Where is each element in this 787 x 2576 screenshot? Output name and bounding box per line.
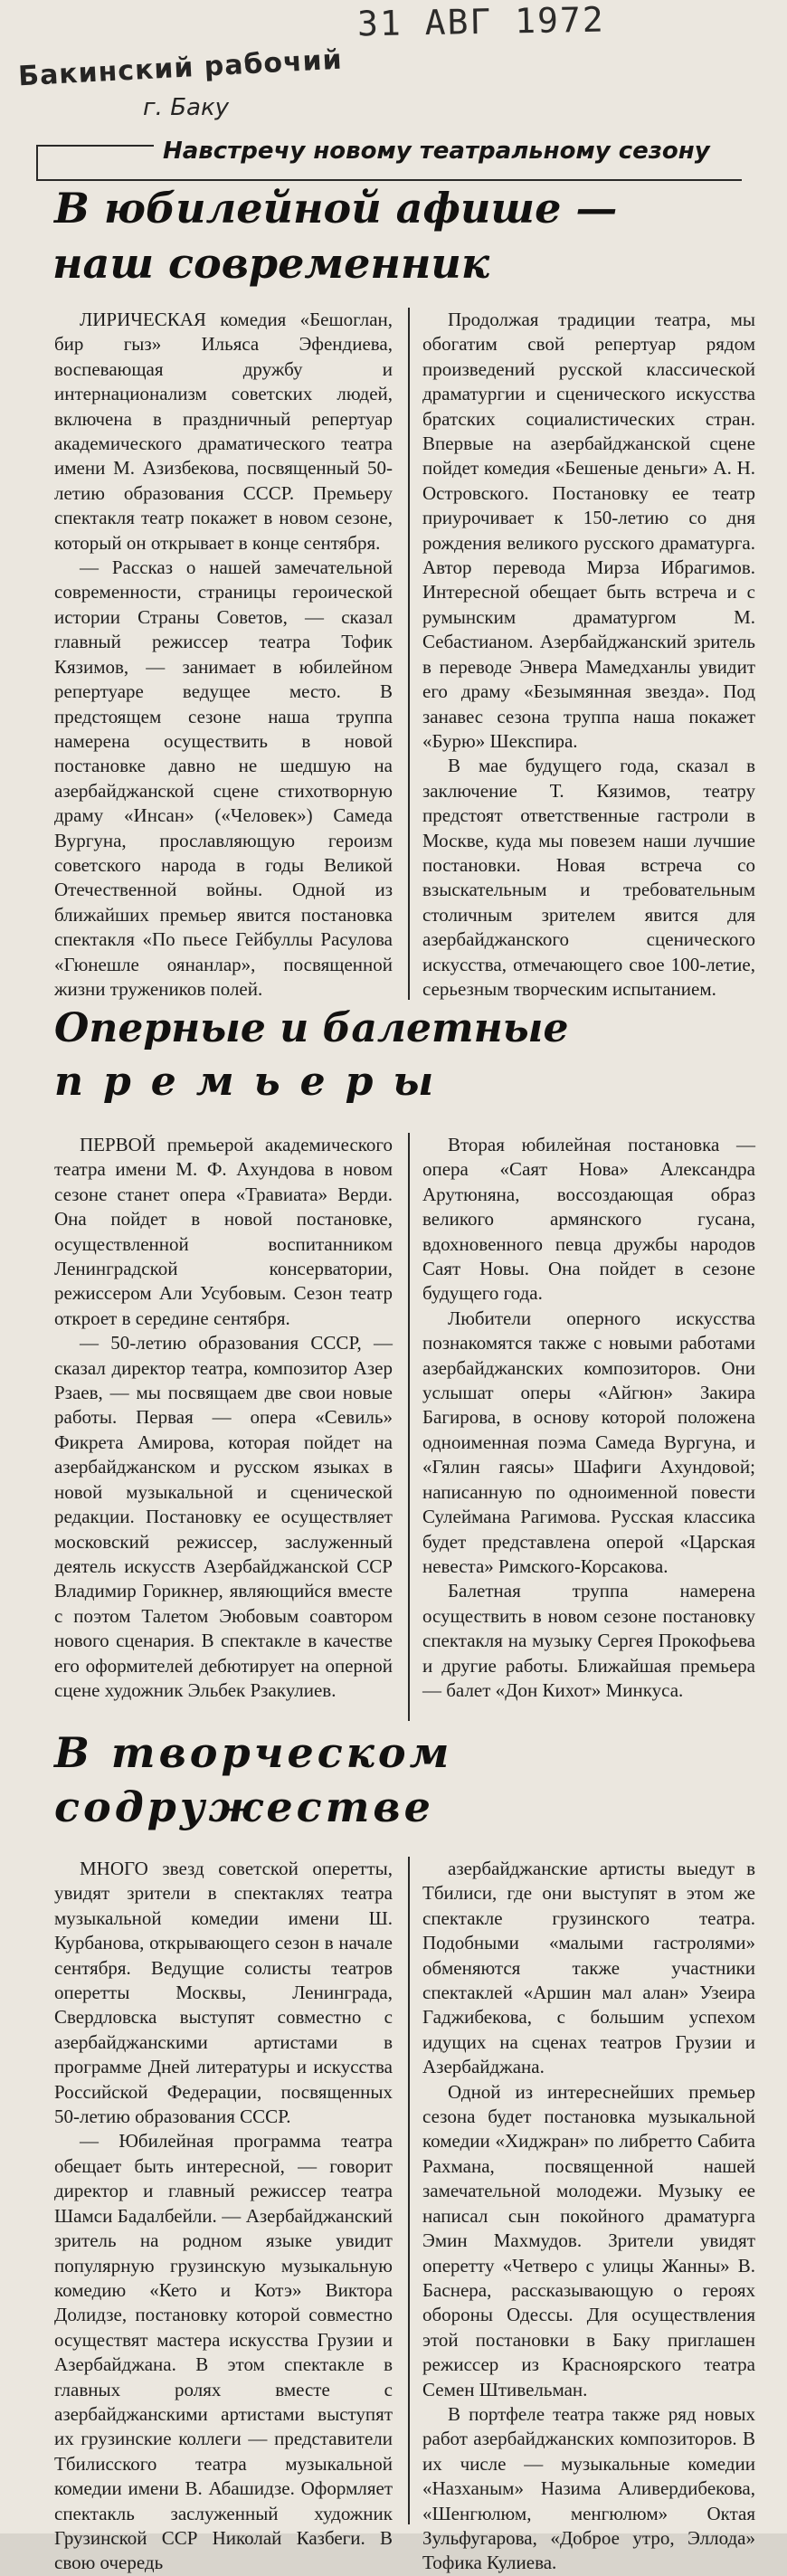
article-3-right-paragraph: Одной из интереснейших премьер сезона будет постановка музыкальной комедии «Хиджран» по либретто Сабита Рахмана, посвященной нашей замечательной молодежи. Музыку ее написал сын покойного драматурга Эмин Махмудов. Зрители увидят оперетту «Четверо с улицы Жанны» В. Баснера, рассказывающую о героях обороны Одессы. Для осуществления этой постановки в Баку приглашен режиссер из Красноярского театра Семен Штивельман. [422,2080,755,2400]
article-3-left-column [54,1857,393,2574]
article-2-right-paragraph: Балетная труппа намерена осуществить в новом сезоне постановку спектакля на музыку Сергея Прокофьева и другие работы. Ближайшая премьера — балет «Дон Кихот» Минкуса. [422,1580,755,1701]
article-2-right-paragraph: Вторая юбилейная постановка — опера «Саят Нова» Александра Арутюняна, воссоздающая образ великого армянского гусана, вдохновенного певца дружбы народов Саят Новы. Она пойдет в сезоне будущего года. [422,1134,755,1305]
article-2-left-column [54,1133,393,1721]
article-2-title-line2: премьеры [54,1059,454,1105]
article-1-right-paragraph: В мае будущего года, сказал в заключение Т. Кязимов, театру предстоят ответственные гастроли в Москве, куда мы повезем наши лучшие постановки. Новая встреча со взыскательным и требовательным столичным зрителем явится для азербайджанского сценического искусства, отмечающего свое 100-летие, серьезным творческим испытанием. [422,755,755,1000]
article-2-right-paragraph: Любители оперного искусства познакомятся также с новыми работами азербайджанских композиторов. Они услышат оперы «Айгюн» Закира Багирова, в основу которой положена одноименная поэма Самеда Вургуна, и «Гялин гаясы» Шафиги Ахундовой; написанную по одноименной повести Сулеймана Рагимова. Русская классика будет представлена оперой «Царская невеста» Римского-Корсакова. [422,1307,755,1577]
article-1-left-paragraph: — Рассказ о нашей замечательной современности, страницы героической истории Страны Советов, — сказал главный режиссер театра Тофик Кязимов, — занимает в юбилейном репертуаре ведущее место. В предстоящем сезоне наша труппа намерена осуществить в новой постановке давно не шедшую на азербайджанской сцене стихотворную драму «Инсан» («Человек») Самеда Вургуна, прославляющую героизм советского народа в годы Великой Отечественной войны. Одной из ближайших премьер явится постановка спектакля «По пьесе Гейбуллы Расулова «Гюнешле оянанлар», посвященной жизни тружеников полей. [54,556,393,1000]
article-3-right-column [422,1857,755,2574]
article-2-right-column [422,1133,755,1721]
article-3-title-line1: В творческом [54,1728,453,1777]
article-1-title-line1: В юбилейной афише — [54,184,618,233]
article-3-column-divider [408,1857,410,2524]
article-2-title-line1: Оперные и балетные [54,1005,569,1051]
article-1-title-line2: наш современник [52,239,489,288]
rubric-heading: Навстречу новому театральному сезону [163,138,710,165]
rubric-rule-side [36,145,38,181]
article-2-column-divider [408,1133,410,1721]
rubric-rule-left [36,145,154,147]
article-3-title-line2: содружестве [54,1782,434,1831]
article-1-right-paragraph: Продолжая традиции театра, мы обогатим свой репертуар рядом произведений русской классической драматургии и сценического искусства братских социалистических стран. Впервые на азербайджанской сцене пойдет комедия «Бешеные деньги» А. Н. Островского. Постановку ее театр приурочивает к 150-летию со дня рождения великого русского драматурга. Автор перевода Мирза Ибрагимов. Интересной обещает быть встреча и с румынским драматургом М. Себастианом. Азербайджанский зритель в переводе Энвера Мамедханлы увидит его драму «Безымянная звезда». Под занавес сезона труппа наша покажет «Бурю» Шекспира. [422,309,755,752]
article-2-left-paragraph: — 50-летию образования СССР, — сказал директор театра, композитор Азер Рзаев, — мы посвящаем две свои новые работы. Первая — опера «Севиль» Фикрета Амирова, которая пойдет на азербайджанском и русском языках в новой музыкальной и сценической редакции. Постановку ее осуществляет московский режиссер, заслуженный деятель искусств Азербайджанской ССР Владимир Горикнер, являющийся вместе с поэтом Талетом Эюбовым соавтором нового сценария. В спектакле в качестве его оформителей дебютирует на оперной сцене художник Эльбек Рзакулиев. [54,1332,393,1701]
article-3-left-paragraph: МНОГО звезд советской оперетты, увидят зрители в спектаклях театра музыкальной комедии имени Ш. Курбанова, открывающего сезон в начале сентября. Ведущие солисты театров оперетты Москвы, Ленинграда, Свердловска выступят совместно с азербайджанскими артистами в программе Дней литературы и искусства Российской Федерации, посвященных 50-летию образования СССР. [54,1858,393,2128]
newspaper-name-stamp: Бакинский рабочий [17,43,344,93]
rubric-rule-bottom [36,179,742,181]
article-1-left-column [54,308,393,1000]
article-2-left-paragraph: ПЕРВОЙ премьерой академического театра имени М. Ф. Ахундова в новом сезоне станет опера «Травиата» Верди. Она пойдет в новой постановке, осуществленной воспитанником Ленинградской консерватории, режиссером Али Усубовым. Сезон театр откроет в середине сентября. [54,1134,393,1329]
article-1-right-column [422,308,755,1000]
article-1-column-divider [408,308,410,1000]
city-stamp: г. Баку [143,94,230,121]
article-3-right-paragraph: азербайджанские артисты выедут в Тбилиси, где они выступят в этом же спектакле грузинского театра. Подобными «малыми гастролями» обменяются также участники спектаклей «Аршин мал алан» Узеира Гаджибекова, с большим успехом идущих на сценах театров Грузии и Азербайджана. [422,1858,755,2078]
date-stamp: 31 АВГ 1972 [356,0,606,44]
article-3-right-paragraph: В портфеле театра также ряд новых работ азербайджанских композиторов. В их числе — музыкальные комедии «Назханым» Назима Аливердибекова, «Шенгюлюм, менгюлюм» Октая Зульфугарова, «Доброе утро, Эллода» Тофика Кулиева. [422,2402,755,2574]
article-3-left-paragraph: — Юбилейная программа театра обещает быть интересной, — говорит директор и главный режиссер театра Шамси Бадалбейли. — Азербайджанский зритель на родном языке увидит популярную грузинскую музыкальную комедию «Кето и Котэ» Виктора Долидзе, постановку которой совместно осуществят мастера искусства Грузии и Азербайджана. В этом спектакле в главных ролях вместе с азербайджанскими артистами выступят их грузинские коллеги — представители Тбилисского театра музыкальной комедии имени В. Абашидзе. Оформляет спектакль заслуженный художник Грузинской ССР Николай Казбеги. В свою очередь [54,2130,393,2574]
article-1-left-paragraph: ЛИРИЧЕСКАЯ комедия «Бешоглан, бир гыз» Ильяса Эфендиева, воспевающая дружбу и интернационализм советских людей, включена в праздничный репертуар академического драматического театра имени М. Азизбекова, посвященный 50-летию образования СССР. Премьеру спектакля театр покажет в новом сезоне, который он открывает в конце сентября. [54,309,393,554]
